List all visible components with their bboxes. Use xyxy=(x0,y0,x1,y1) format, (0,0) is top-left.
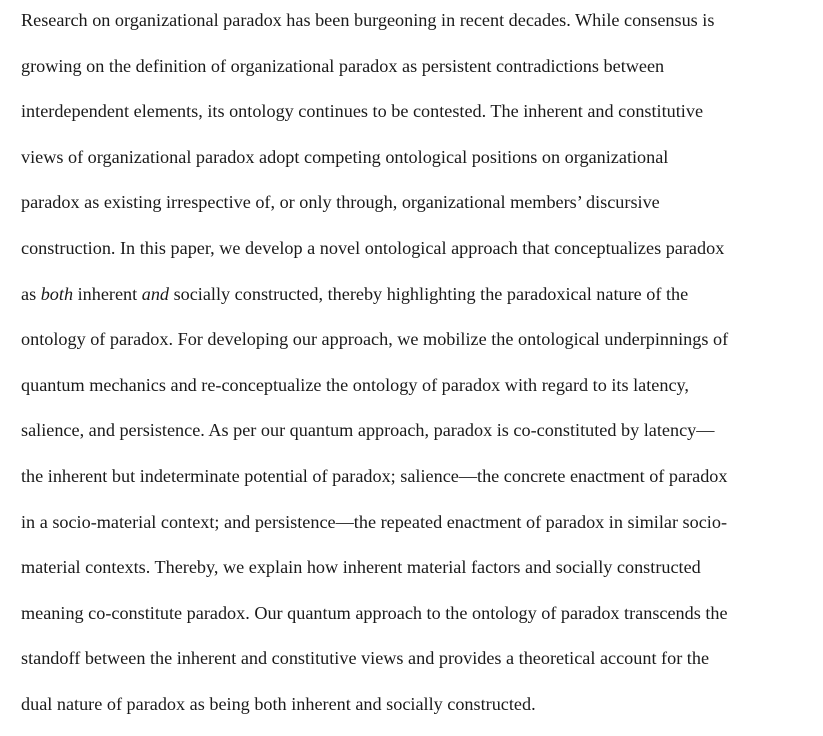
text-line xyxy=(21,191,660,213)
text-segment: standoff between the inherent and constitutive views and provides a theoretical account for the xyxy=(21,648,710,669)
text-segment: as xyxy=(21,283,41,304)
text-line xyxy=(21,465,728,487)
text-line xyxy=(21,374,689,396)
text-segment: salience, and persistence. As per our quantum approach, paradox is co-constituted by latency— xyxy=(21,420,715,441)
text-segment: in a socio-material context; and persistence—the repeated enactment of paradox in similar socio- xyxy=(21,511,728,532)
text-segment: inherent xyxy=(73,283,142,304)
text-line xyxy=(21,693,536,715)
text-line xyxy=(21,100,703,122)
text-segment: quantum mechanics and re-conceptualize the ontology of paradox with regard to its latency, xyxy=(21,374,689,395)
text-line xyxy=(21,647,709,669)
text-line xyxy=(21,556,701,578)
text-line xyxy=(21,328,728,350)
text-segment: material contexts. Thereby, we explain how inherent material factors and socially constructed xyxy=(21,557,701,578)
text-segment: paradox as existing irrespective of, or only through, organizational members’ discursive xyxy=(21,192,660,213)
text-segment: dual nature of paradox as being both inherent and socially constructed. xyxy=(21,694,536,714)
text-line xyxy=(21,55,664,77)
text-segment: ontology of paradox. For developing our approach, we mobilize the ontological underpinnings of xyxy=(21,329,729,350)
text-line xyxy=(21,419,714,441)
emphasized-text: and xyxy=(141,283,170,304)
text-line xyxy=(21,602,728,624)
text-line xyxy=(21,237,724,259)
text-segment: socially constructed, thereby highlighting the paradoxical nature of the xyxy=(169,283,689,304)
text-segment: the inherent but indeterminate potential of paradox; salience—the concrete enactment of paradox xyxy=(21,466,728,486)
text-line xyxy=(21,9,714,31)
text-segment: meaning co-constitute paradox. Our quantum approach to the ontology of paradox transcends the xyxy=(21,602,728,623)
text-line xyxy=(21,511,727,533)
text-segment: Research on organizational paradox has been burgeoning in recent decades. While consensus is xyxy=(21,10,715,30)
text-segment: interdependent elements, its ontology continues to be contested. The inherent and constitutive xyxy=(21,101,704,122)
text-segment: construction. In this paper, we develop a novel ontological approach that conceptualizes paradox xyxy=(21,238,725,258)
text-segment: growing on the definition of organizational paradox as persistent contradictions between xyxy=(21,55,665,76)
text-segment: views of organizational paradox adopt competing ontological positions on organizational xyxy=(21,146,669,167)
text-line xyxy=(21,146,668,168)
emphasized-text: both xyxy=(40,283,74,304)
text-line xyxy=(21,283,688,305)
